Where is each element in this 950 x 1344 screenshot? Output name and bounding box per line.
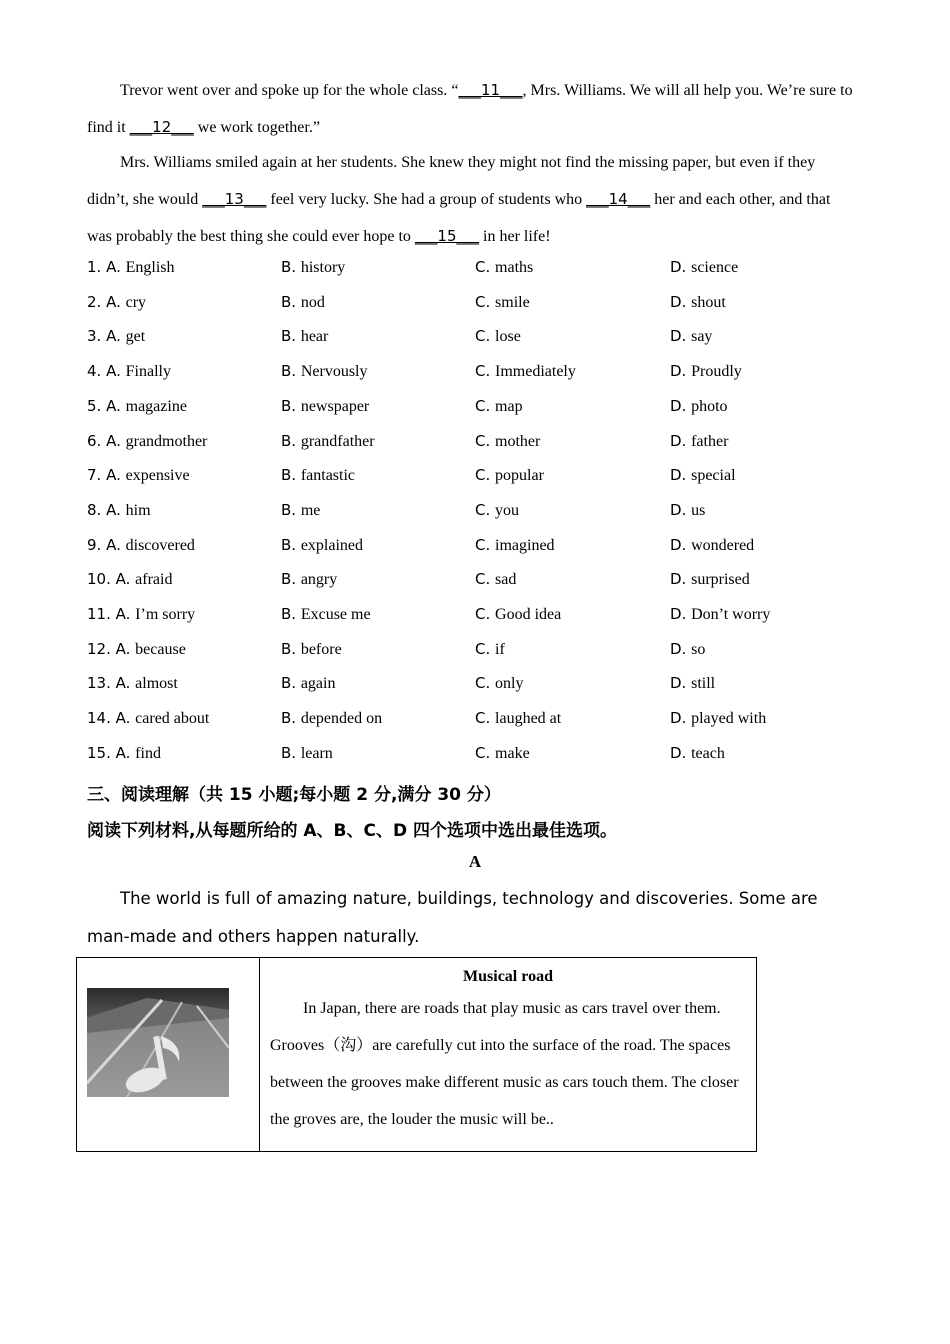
option-a xyxy=(87,466,190,485)
passage-text: her and each other, and that was probably the best thing she could ever hope to xyxy=(87,191,831,245)
option-label: B. xyxy=(281,570,301,589)
option-label: 1. A. xyxy=(87,258,126,276)
option-label: 4. A. xyxy=(87,362,126,381)
option-text: history xyxy=(300,259,346,276)
option-c xyxy=(475,258,533,277)
option-d xyxy=(670,258,738,277)
option-label: D. xyxy=(670,743,692,762)
option-b xyxy=(281,293,325,312)
option-text: imagined xyxy=(495,536,555,554)
option-label: 13. A. xyxy=(87,674,136,693)
option-text: say xyxy=(691,328,713,346)
question-row xyxy=(87,293,867,328)
option-label: C. xyxy=(475,674,496,693)
option-label: C. xyxy=(475,500,496,519)
option-text: again xyxy=(300,675,336,693)
option-label: D. xyxy=(670,292,692,311)
option-label: B. xyxy=(281,500,301,519)
option-label: 6. A. xyxy=(87,431,126,450)
question-row xyxy=(87,501,867,536)
option-label: D. xyxy=(670,709,692,728)
option-label: 15. A. xyxy=(87,743,136,762)
option-a xyxy=(87,258,175,277)
section-heading: 三、阅读理解（共 15 小题;每小题 2 分,满分 30 分） xyxy=(87,785,501,805)
option-text: because xyxy=(135,640,186,658)
option-label: C. xyxy=(475,327,496,346)
option-c xyxy=(475,536,555,555)
option-text: fantastic xyxy=(300,467,356,485)
option-label: C. xyxy=(475,605,496,623)
option-a xyxy=(87,605,195,624)
option-text: cry xyxy=(125,293,147,311)
option-text: so xyxy=(691,640,706,658)
option-text: popular xyxy=(495,467,544,485)
option-text: grandmother xyxy=(125,432,208,450)
option-c xyxy=(475,709,561,728)
option-text: smile xyxy=(495,293,530,311)
passage-text: , Mrs. Williams. We will all help you. We’re sure to find it xyxy=(87,82,853,136)
option-a xyxy=(87,640,186,659)
question-row xyxy=(87,640,867,675)
option-label: C. xyxy=(475,570,496,589)
question-row xyxy=(87,744,867,779)
passage-text: Mrs. Williams smiled again at her students. She knew they might not find the missing paper, but even if they didn’t, she would xyxy=(87,154,816,208)
option-a xyxy=(87,397,187,416)
part-label: A xyxy=(468,852,482,871)
option-label: D. xyxy=(670,535,692,554)
option-label: D. xyxy=(670,327,692,346)
option-a xyxy=(87,293,146,312)
option-text: only xyxy=(495,675,524,693)
option-text: find xyxy=(135,744,161,762)
option-text: sad xyxy=(495,571,517,589)
box-title: Musical road xyxy=(463,968,553,985)
option-label: C. xyxy=(475,639,496,658)
option-text: Nervously xyxy=(300,363,368,381)
option-d xyxy=(670,605,770,624)
option-text: grandfather xyxy=(300,432,375,450)
option-label: D. xyxy=(670,258,692,276)
option-label: 3. A. xyxy=(87,327,126,346)
option-text: Don’t worry xyxy=(691,606,771,623)
info-box xyxy=(76,957,757,1152)
option-d xyxy=(670,362,742,381)
option-a xyxy=(87,362,171,381)
option-label: B. xyxy=(281,709,301,728)
blank-14: ___14___ xyxy=(586,190,651,208)
passage-text: Trevor went over and spoke up for the whole class. “ xyxy=(120,82,459,99)
musical-road-photo xyxy=(87,988,229,1097)
option-text: expensive xyxy=(125,467,190,485)
option-label: C. xyxy=(475,292,496,311)
question-row xyxy=(87,536,867,571)
option-text: learn xyxy=(300,744,333,762)
option-a xyxy=(87,501,151,520)
option-c xyxy=(475,674,523,693)
option-text: teach xyxy=(691,744,725,762)
option-d xyxy=(670,501,705,520)
option-b xyxy=(281,258,345,277)
option-a xyxy=(87,327,145,346)
option-d xyxy=(670,570,750,589)
question-row xyxy=(87,397,867,432)
option-b xyxy=(281,536,363,555)
passage-text: we work together.” xyxy=(193,119,320,136)
option-a xyxy=(87,536,195,555)
option-text: nod xyxy=(300,293,325,311)
section-instruction: 阅读下列材料,从每题所给的 A、B、C、D 四个选项中选出最佳选项。 xyxy=(87,821,617,841)
option-b xyxy=(281,501,320,520)
option-b xyxy=(281,709,382,728)
option-a xyxy=(87,432,207,451)
option-text: magazine xyxy=(125,397,187,415)
option-text: get xyxy=(125,328,146,346)
option-d xyxy=(670,744,725,763)
option-b xyxy=(281,570,337,589)
option-label: C. xyxy=(475,431,496,450)
passage-paragraph-1 xyxy=(87,72,857,146)
option-label: B. xyxy=(281,431,301,450)
option-label: C. xyxy=(475,396,496,415)
blank-13: ___13___ xyxy=(202,190,267,208)
option-label: D. xyxy=(670,674,692,693)
option-c xyxy=(475,397,523,416)
option-label: 14. A. xyxy=(87,709,136,728)
option-text: newspaper xyxy=(300,397,370,415)
option-text: you xyxy=(495,501,520,519)
option-text: still xyxy=(691,675,716,693)
option-c xyxy=(475,466,544,485)
option-label: D. xyxy=(670,431,692,450)
option-label: C. xyxy=(475,362,496,381)
question-row xyxy=(87,327,867,362)
option-label: B. xyxy=(281,327,301,346)
option-label: B. xyxy=(281,466,301,485)
option-label: D. xyxy=(670,466,692,485)
question-row xyxy=(87,466,867,501)
option-text: I’m sorry xyxy=(135,606,196,623)
option-label: D. xyxy=(670,639,692,658)
option-text: depended on xyxy=(300,710,383,728)
option-label: B. xyxy=(281,362,301,381)
question-row xyxy=(87,362,867,397)
question-row xyxy=(87,674,867,709)
option-label: C. xyxy=(475,709,496,728)
option-text: Good idea xyxy=(495,606,562,623)
option-label: C. xyxy=(475,258,496,276)
option-label: B. xyxy=(281,605,301,623)
option-text: played with xyxy=(691,710,767,728)
question-row xyxy=(87,709,867,744)
option-text: English xyxy=(125,259,175,276)
option-text: Immediately xyxy=(495,363,576,381)
option-text: explained xyxy=(300,536,364,554)
option-d xyxy=(670,397,728,416)
option-c xyxy=(475,432,540,451)
option-text: discovered xyxy=(125,536,195,554)
option-text: us xyxy=(691,501,706,519)
option-text: maths xyxy=(495,259,534,276)
option-text: make xyxy=(495,744,530,762)
option-text: him xyxy=(125,501,151,519)
option-label: D. xyxy=(670,396,692,415)
image-cell xyxy=(77,958,260,1152)
option-text: Finally xyxy=(125,363,171,381)
option-text: photo xyxy=(691,397,728,415)
passage-text: in her life! xyxy=(479,228,551,245)
intro-paragraph xyxy=(87,880,857,956)
option-label: B. xyxy=(281,396,301,415)
option-label: C. xyxy=(475,743,496,762)
option-label: 2. A. xyxy=(87,292,126,311)
option-d xyxy=(670,640,705,659)
passage-paragraph-2 xyxy=(87,144,857,255)
option-label: D. xyxy=(670,570,692,589)
option-label: 7. A. xyxy=(87,466,126,485)
option-a xyxy=(87,744,161,763)
option-text: before xyxy=(300,640,342,658)
option-c xyxy=(475,362,576,381)
option-label: B. xyxy=(281,639,301,658)
option-text: almost xyxy=(135,675,178,693)
option-a xyxy=(87,709,209,728)
option-label: B. xyxy=(281,258,301,276)
option-d xyxy=(670,327,712,346)
option-text: angry xyxy=(300,571,338,589)
option-label: D. xyxy=(670,605,692,623)
option-a xyxy=(87,674,178,693)
option-label: 8. A. xyxy=(87,500,126,519)
option-d xyxy=(670,432,728,451)
option-b xyxy=(281,432,375,451)
option-label: 9. A. xyxy=(87,535,126,554)
option-a xyxy=(87,570,172,589)
passage-text: feel very lucky. She had a group of students who xyxy=(266,191,587,208)
option-d xyxy=(670,293,726,312)
option-text: Proudly xyxy=(691,363,742,381)
option-b xyxy=(281,327,328,346)
option-b xyxy=(281,397,369,416)
option-text: afraid xyxy=(135,571,173,589)
option-text: me xyxy=(300,501,321,519)
option-d xyxy=(670,466,736,485)
blank-15: ___15___ xyxy=(414,227,480,245)
question-row xyxy=(87,605,867,640)
option-b xyxy=(281,640,342,659)
option-c xyxy=(475,640,505,659)
option-text: if xyxy=(495,640,505,658)
option-label: 11. A. xyxy=(87,605,136,623)
option-label: C. xyxy=(475,535,496,554)
option-b xyxy=(281,362,367,381)
question-row xyxy=(87,570,867,605)
blank-11: ___11___ xyxy=(458,81,523,99)
option-text: hear xyxy=(300,328,329,346)
option-text: father xyxy=(691,432,729,450)
option-text: surprised xyxy=(691,571,750,589)
option-text: laughed at xyxy=(495,710,562,728)
question-row xyxy=(87,432,867,467)
option-label: 12. A. xyxy=(87,639,136,658)
option-text: map xyxy=(495,397,523,415)
option-text: shout xyxy=(691,293,726,311)
option-label: 10. A. xyxy=(87,570,136,589)
text-cell xyxy=(260,958,757,1152)
box-text: In Japan, there are roads that play music as cars travel over them. Grooves（沟）are carefully cut into the surface of the road. The spaces between the grooves make different music as cars touch them. The closer the groves are, the louder the music will be.. xyxy=(270,1000,739,1128)
option-text: lose xyxy=(495,328,521,346)
option-c xyxy=(475,605,561,624)
option-label: B. xyxy=(281,743,301,762)
option-b xyxy=(281,744,333,763)
option-text: cared about xyxy=(135,710,210,728)
option-text: wondered xyxy=(691,536,755,554)
option-c xyxy=(475,570,516,589)
option-d xyxy=(670,536,754,555)
blank-12: ___12___ xyxy=(129,118,194,136)
option-label: D. xyxy=(670,362,692,381)
option-label: B. xyxy=(281,292,301,311)
option-text: Excuse me xyxy=(300,606,371,623)
option-d xyxy=(670,709,766,728)
option-c xyxy=(475,293,530,312)
option-b xyxy=(281,466,355,485)
option-label: 5. A. xyxy=(87,396,126,415)
option-b xyxy=(281,605,371,624)
option-c xyxy=(475,327,521,346)
option-c xyxy=(475,501,519,520)
option-d xyxy=(670,674,715,693)
option-label: B. xyxy=(281,535,301,554)
option-text: mother xyxy=(495,432,541,450)
option-b xyxy=(281,674,335,693)
option-label: D. xyxy=(670,500,692,519)
intro-text: The world is full of amazing nature, buildings, technology and discoveries. Some are man-made and others happen naturally. xyxy=(87,889,818,946)
option-label: B. xyxy=(281,674,301,693)
question-row xyxy=(87,258,867,293)
option-text: science xyxy=(691,259,739,276)
option-label: C. xyxy=(475,466,496,485)
option-c xyxy=(475,744,530,763)
option-text: special xyxy=(691,467,736,485)
